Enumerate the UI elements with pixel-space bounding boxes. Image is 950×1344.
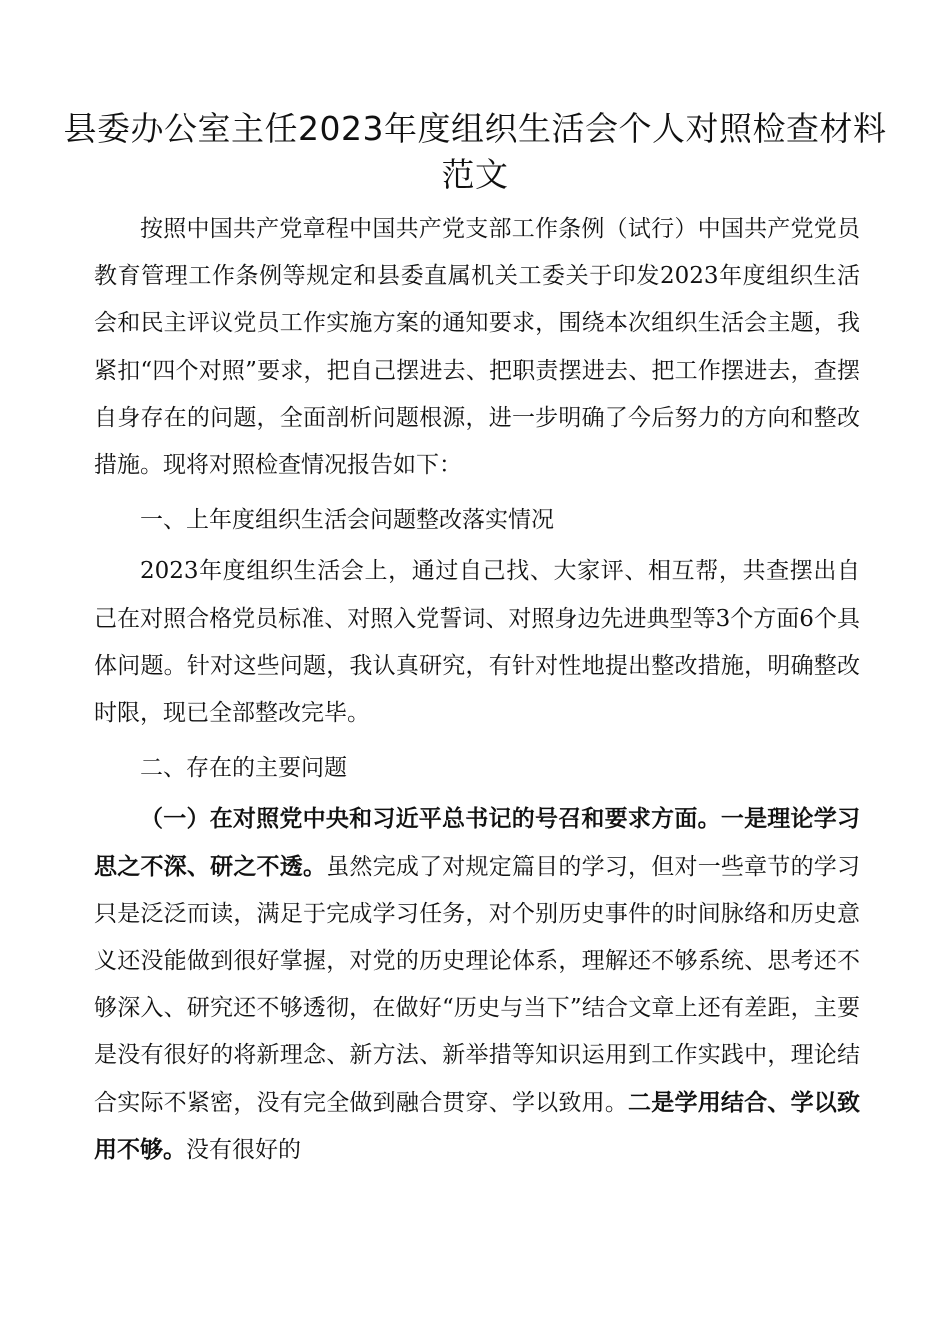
point-2-title: 二是学用结合、学以致用不够。 (94, 1089, 860, 1163)
subsection-heading-1: （一）在对照党中央和习近平总书记的号召和要求方面。 (140, 806, 721, 833)
document-body (94, 206, 860, 1174)
section-2-paragraph (94, 796, 860, 1174)
point-2-text: 没有很好的 (186, 1136, 301, 1163)
point-1-title: 一是理论学习思之不深、研之不透。 (94, 806, 861, 880)
section-heading-1: 一、上年度组织生活会问题整改落实情况 (140, 507, 554, 534)
section-1-paragraph: 2023年度组织生活会上，通过自己找、大家评、相互帮，共查摆出自己在对照合格党员标准、对照入党誓词、对照身边先进典型等3个方面6个具体问题。针对这些问题，我认真研究，有针对性地提出整改措施，明确整改时限，现已全部整改完毕。 (94, 558, 860, 727)
point-1-text: 虽然完成了对规定篇目的学习，但对一些章节的学习只是泛泛而读，满足于完成学习任务，对个别历史事件的时间脉络和历史意义还没能做到很好掌握，对党的历史理论体系，理解还不够系统、思考还不够深入、研究还不够透彻，在做好“历史与当下”结合文章上还有差距，主要是没有很好的将新理念、新方法、新举措等知识运用到工作实践中，理论结合实际不紧密，没有完全做到融合贯穿、学以致用。 (94, 853, 860, 1116)
intro-paragraph: 按照中国共产党章程中国共产党支部工作条例（试行）中国共产党党员教育管理工作条例等规定和县委直属机关工委关于印发2023年度组织生活会和民主评议党员工作实施方案的通知要求，围绕本次组织生活会主题，我紧扣“四个对照”要求，把自己摆进去、把职责摆进去、把工作摆进去，查摆自身存在的问题，全面剖析问题根源，进一步明确了今后努力的方向和整改措施。现将对照检查情况报告如下： (94, 216, 860, 479)
document-title: 县委办公室主任2023年度组织生活会个人对照检查材料范文 (63, 109, 887, 194)
section-heading-2: 二、存在的主要问题 (140, 755, 347, 782)
